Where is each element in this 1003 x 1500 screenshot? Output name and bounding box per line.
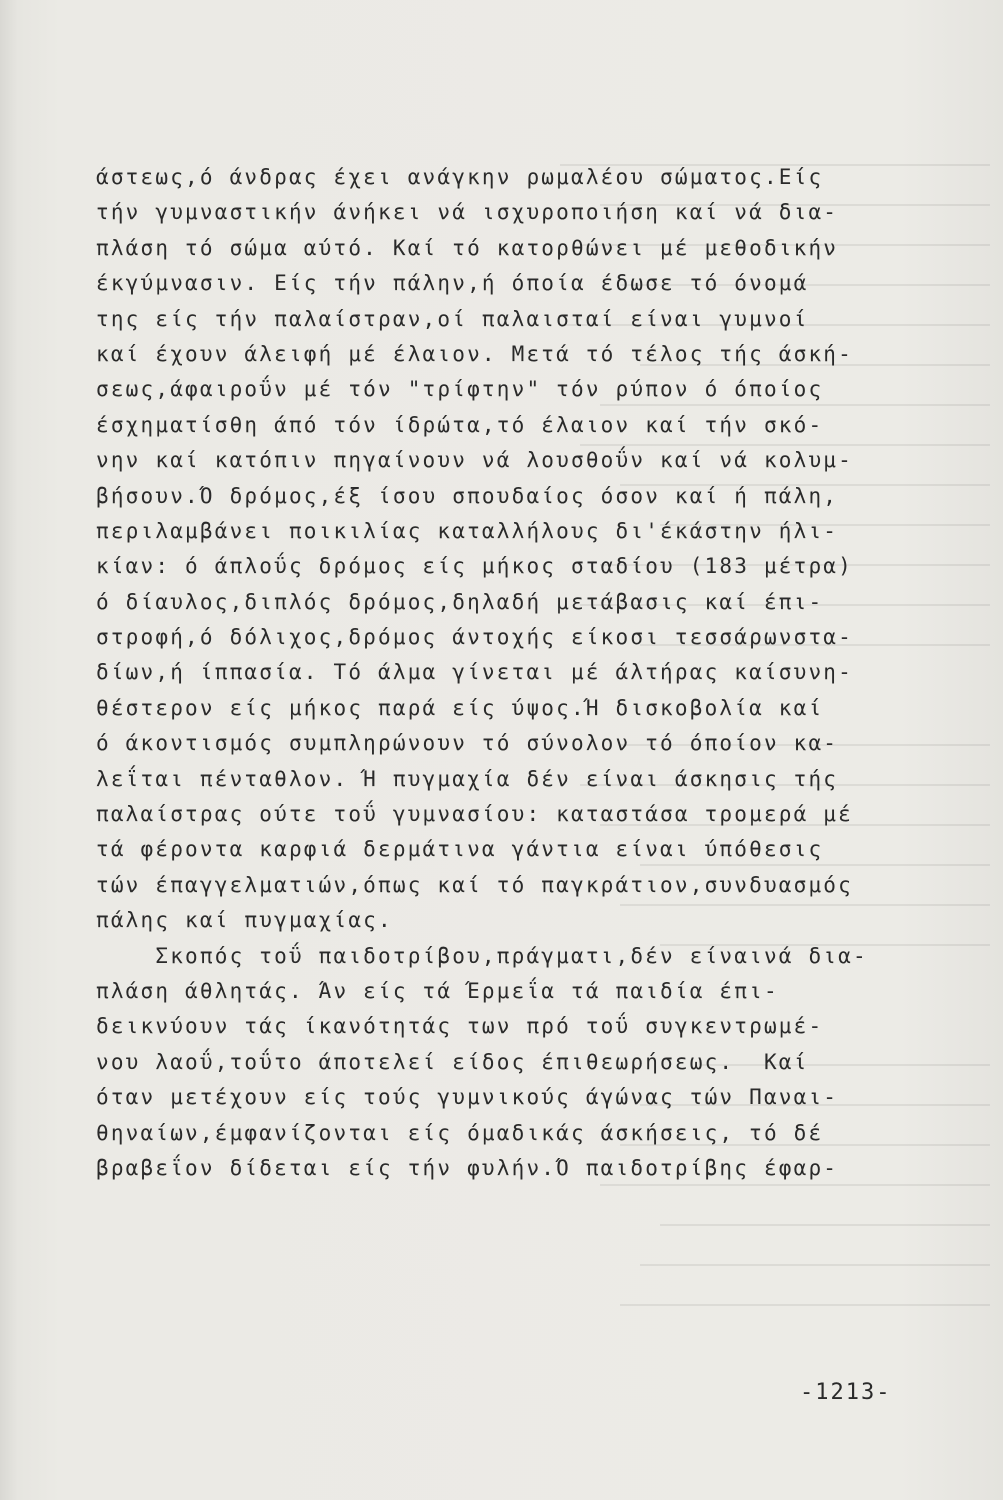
- text-line-5: της είς τήν παλαίστραν,οί παλαισταί είναι γυμνοί: [96, 306, 809, 331]
- text-line-9: νην καί κατόπιν πηγαίνουν νά λουσθοΰν καί νά κολυμ-: [96, 448, 853, 473]
- text-line-1: άστεως,ό άνδρας έχει ανάγκην ρωμαλέου σώματος.Είς: [96, 165, 824, 189]
- text-line-11: περιλαμβάνει ποικιλίας καταλλήλους δι'έκάστην ήλι-: [96, 518, 839, 543]
- text-line-27: όταν μετέχουν είς τούς γυμνικούς άγώνας τών Παναι-: [96, 1085, 839, 1110]
- text-line-2: τήν γυμναστικήν άνήκει νά ισχυροποιήση καί νά δια-: [96, 200, 839, 225]
- text-line-4: έκγύμνασιν. Είς τήν πάλην,ή όποία έδωσε τό όνομά: [96, 271, 809, 296]
- text-line-29: βραβεΐον δίδεται είς τήν φυλήν.Ό παιδοτρίβης έφαρ-: [96, 1155, 839, 1180]
- page-number: -1213-: [800, 1380, 892, 1405]
- text-line-23: Σκοπός τοΰ παιδοτρίβου,πράγματι,δέν είναινά δια-: [96, 943, 868, 968]
- typewritten-text-block: [96, 160, 956, 1186]
- text-line-10: βήσουν.Ό δρόμος,έξ ίσου σπουδαίος όσον καί ή πάλη,: [96, 483, 839, 508]
- text-line-18: λεΐται πένταθλον. Ή πυγμαχία δέν είναι άσκησις τής: [96, 766, 839, 791]
- text-line-3: πλάση τό σώμα αύτό. Καί τό κατορθώνει μέ μεθοδικήν: [96, 235, 839, 260]
- text-line-19: παλαίστρας ούτε τοΰ γυμνασίου: καταστάσα τρομερά μέ: [96, 802, 853, 827]
- text-line-22: πάλης καί πυγμαχίας.: [96, 908, 393, 933]
- text-line-26: νου λαοΰ,τοΰτο άποτελεί είδος έπιθεωρήσεως. Καί: [96, 1049, 809, 1074]
- text-line-16: θέστερον είς μήκος παρά είς ύψος.Ή δισκοβολία καί: [96, 695, 824, 720]
- text-line-20: τά φέροντα καρφιά δερμάτινα γάντια είναι ύπόθεσις: [96, 837, 824, 862]
- text-line-28: θηναίων,έμφανίζονται είς όμαδικάς άσκήσεις, τό δέ: [96, 1120, 824, 1145]
- text-line-17: ό άκοντισμός συμπληρώνουν τό σύνολον τό όποίον κα-: [96, 731, 839, 756]
- text-line-14: στροφή,ό δόλιχος,δρόμος άντοχής είκοσι τεσσάρωνστα-: [96, 625, 853, 650]
- text-line-12: κίαν: ό άπλοΰς δρόμος είς μήκος σταδίου (183 μέτρα): [96, 554, 853, 579]
- text-line-7: σεως,άφαιροΰν μέ τόν "τρίφτην" τόν ρύπον ό όποίος: [96, 377, 824, 402]
- text-line-25: δεικνύουν τάς ίκανότητάς των πρό τοΰ συγκεντρωμέ-: [96, 1014, 824, 1039]
- text-line-21: τών έπαγγελματιών,όπως καί τό παγκράτιον,συνδυασμός: [96, 872, 853, 897]
- text-line-6: καί έχουν άλειφή μέ έλαιον. Μετά τό τέλος τής άσκή-: [96, 341, 853, 366]
- text-line-13: ό δίαυλος,διπλός δρόμος,δηλαδή μετάβασις καί έπι-: [96, 589, 824, 614]
- text-line-24: πλάση άθλητάς. Άν είς τά Έρμεΐα τά παιδία έπι-: [96, 978, 779, 1003]
- text-line-15: δίων,ή ίππασία. Τό άλμα γίνεται μέ άλτήρας καίσυνη-: [96, 660, 853, 685]
- text-line-8: έσχηματίσθη άπό τόν ίδρώτα,τό έλαιον καί τήν σκό-: [96, 412, 824, 437]
